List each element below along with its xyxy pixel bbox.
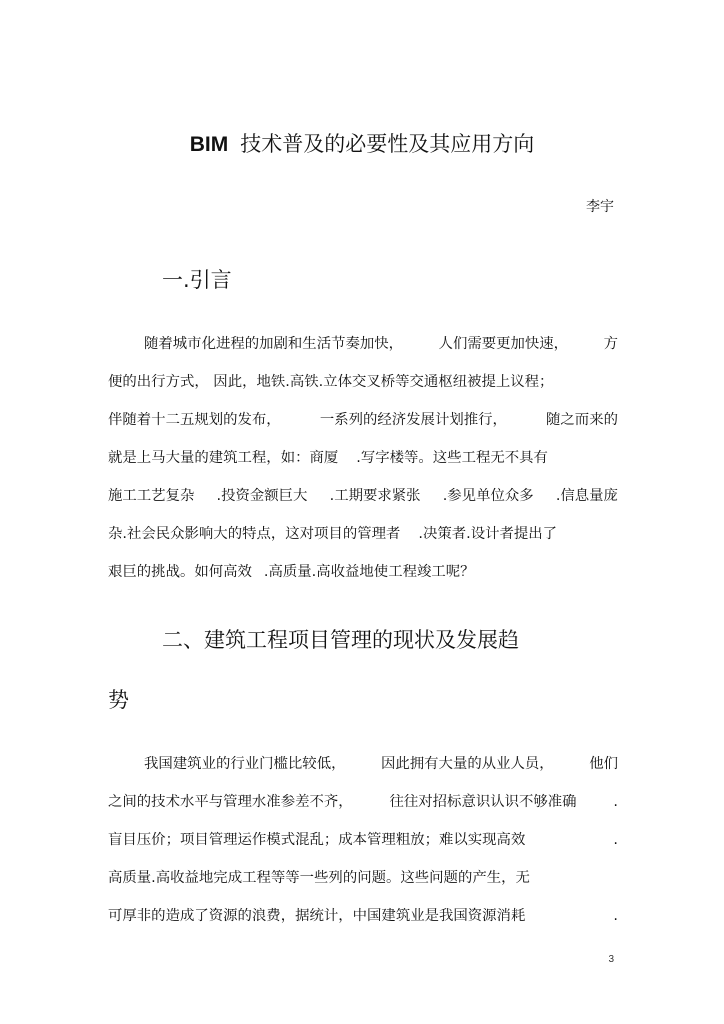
paragraph-line: 便的出行方式， 因此，地铁.高铁.立体交叉桥等交通枢纽被提上议程； — [108, 374, 554, 390]
section-heading-intro: 一.引言 — [162, 268, 232, 292]
paragraph-line: 我国建筑业的行业门槛比较低， 因此拥有大量的从业人员， 他们 — [144, 756, 618, 772]
paragraph-line: 就是上马大量的建筑工程，如：商厦 .写字楼等。这些工程无不具有 — [108, 450, 548, 466]
paragraph-line: 可厚非的造成了资源的浪费，据统计，中国建筑业是我国资源消耗 . — [108, 908, 618, 924]
title-prefix: BIM — [189, 133, 229, 156]
document-title — [0, 128, 724, 161]
paragraph-line: 盲目压价；项目管理运作模式混乱；成本管理粗放；难以实现高效 . — [108, 832, 618, 848]
paragraph-line: 杂.社会民众影响大的特点，这对项目的管理者 .决策者.设计者提出了 — [108, 526, 558, 542]
paragraph-line: 艰巨的挑战。如何高效 .高质量.高收益地使工程竣工呢？ — [108, 564, 475, 580]
author-name: 李宇 — [586, 199, 614, 215]
paragraph-line: 之间的技术水平与管理水准参差不齐， 往往对招标意识认识不够准确 . — [108, 794, 618, 810]
section-heading-status-continued: 势 — [108, 688, 129, 712]
page-number: 3 — [608, 954, 614, 965]
paragraph-line: 随着城市化进程的加剧和生活节奏加快， 人们需要更加快速， 方 — [144, 336, 618, 352]
section-heading-status: 二、建筑工程项目管理的现状及发展趋 — [162, 628, 519, 652]
paragraph-line: 施工工艺复杂 .投资金额巨大 .工期要求紧张 .参见单位众多 .信息量庞 — [108, 488, 618, 504]
title-text: 技术普及的必要性及其应用方向 — [240, 132, 535, 156]
paragraph-line: 高质量.高收益地完成工程等等一些列的问题。这些问题的产生，无 — [108, 870, 530, 886]
paragraph-line: 伴随着十二五规划的发布， 一系列的经济发展计划推行， 随之而来的 — [108, 412, 618, 428]
